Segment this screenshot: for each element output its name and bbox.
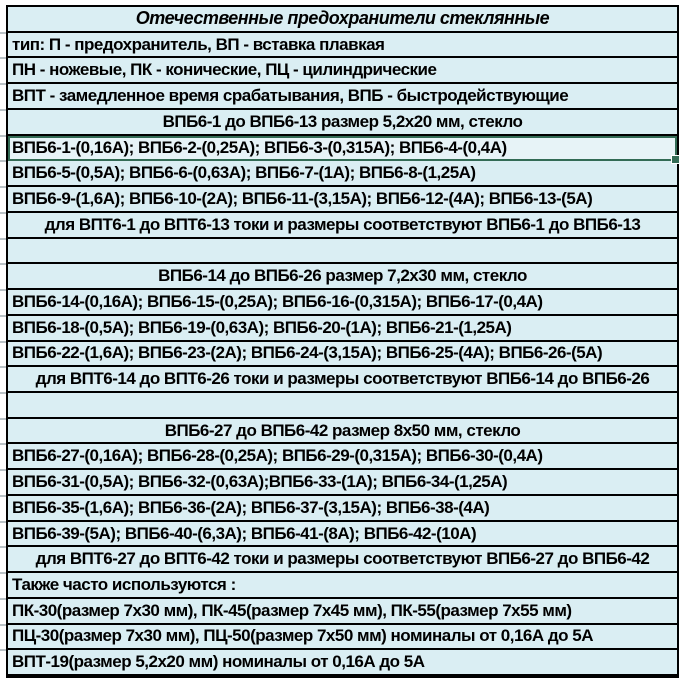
section-header-row[interactable] — [8, 264, 677, 290]
table-row[interactable] — [8, 650, 677, 676]
cell-text: ВПТ - замедленное время срабатывания, ВПБ - быстродействующие — [12, 86, 569, 106]
table-row[interactable] — [8, 316, 677, 342]
table-row[interactable] — [8, 187, 677, 213]
table-row[interactable] — [8, 84, 677, 110]
cell-text: ВПБ6-1 до ВПБ6-13 размер 5,2х20 мм, стекло — [162, 111, 523, 131]
empty-row[interactable] — [8, 239, 677, 265]
cell-text: тип: П - предохранитель, ВП - вставка плавкая — [12, 34, 385, 54]
empty-row[interactable] — [8, 393, 677, 419]
table-row[interactable] — [8, 342, 677, 368]
table-row[interactable] — [8, 496, 677, 522]
cell-text: ВПБ6-27-(0,16А); ВПБ6-28-(0,25А); ВПБ6-29-(0,315А); ВПБ6-30-(0,4А) — [12, 446, 543, 466]
cell-text: Отечественные предохранители стеклянные — [135, 8, 550, 29]
cell-text: ВПБ6-9-(1,6А); ВПБ6-10-(2А); ВПБ6-11-(3,15А); ВПБ6-12-(4А); ВПБ6-13-(5А) — [12, 189, 593, 208]
table-row[interactable] — [8, 213, 677, 239]
cell-text: для ВПТ6-27 до ВПТ6-42 токи и размеры соответствуют ВПБ6-27 до ВПБ6-42 — [35, 549, 650, 569]
cell-text: ВПБ6-1-(0,16А); ВПБ6-2-(0,25А); ВПБ6-3-(0,315А); ВПБ6-4-(0,4А) — [12, 137, 507, 157]
section-header-row[interactable] — [8, 110, 677, 136]
table-row[interactable] — [8, 161, 677, 187]
table-row[interactable] — [8, 547, 677, 573]
cell-text: ВПБ6-18-(0,5А); ВПБ6-19-(0,63А); ВПБ6-20-(1А); ВПБ6-21-(1,25А) — [12, 317, 512, 337]
cell-text: ВПБ6-39-(5А); ВПБ6-40-(6,3А); ВПБ6-41-(8А); ВПБ6-42-(10А) — [12, 523, 477, 543]
cell-text: ПЦ-30(размер 7х30 мм), ПЦ-50(размер 7х50 мм) номиналы от 0,16А до 5А — [12, 626, 593, 646]
cell-text: ВПБ6-27 до ВПБ6-42 размер 8х50 мм, стекло — [164, 420, 521, 440]
cell-text: ПН - ножевые, ПК - конические, ПЦ - цилиндрические — [12, 60, 437, 80]
table-row[interactable] — [8, 444, 677, 470]
cell-text: ВПБ6-14 до ВПБ6-26 размер 7,2х30 мм, стекло — [158, 266, 527, 286]
cell-text: ПК-30(размер 7х30 мм), ПК-45(размер 7х45 мм), ПК-55(размер 7х55 мм) — [12, 600, 572, 620]
cell-text: ВПБ6-31-(0,5А); ВПБ6-32-(0,63А);ВПБ6-33-(1А); ВПБ6-34-(1,25А) — [12, 472, 508, 492]
section-header-row[interactable] — [8, 419, 677, 445]
table-row[interactable] — [8, 522, 677, 548]
fuse-table — [6, 5, 679, 678]
table-row[interactable] — [8, 367, 677, 393]
cell-text: ВПБ6-14-(0,16А); ВПБ6-15-(0,25А); ВПБ6-16-(0,315А); ВПБ6-17-(0,4А) — [12, 291, 543, 311]
cell-text: для ВПТ6-14 до ВПТ6-26 токи и размеры соответствуют ВПБ6-14 до ВПБ6-26 — [35, 369, 650, 389]
table-row[interactable] — [8, 33, 677, 59]
table-row[interactable] — [8, 290, 677, 316]
cell-text: ВПТ-19(размер 5,2х20 мм) номиналы от 0,16А до 5А — [12, 652, 425, 672]
table-row[interactable] — [8, 573, 677, 599]
cell-text: ВПБ6-22-(1,6А); ВПБ6-23-(2А); ВПБ6-24-(3,15А); ВПБ6-25-(4А); ВПБ6-26-(5А) — [12, 343, 603, 363]
table-row[interactable] — [8, 625, 677, 651]
cell-text: Также часто используются : — [12, 575, 236, 595]
cell-text: ВПБ6-35-(1,6А); ВПБ6-36-(2А); ВПБ6-37-(3,15А); ВПБ6-38-(4А) — [12, 497, 490, 517]
table-row[interactable] — [8, 58, 677, 84]
cell-text: для ВПТ6-1 до ВПТ6-13 токи и размеры соответствуют ВПБ6-1 до ВПБ6-13 — [44, 214, 641, 234]
table-row[interactable] — [8, 136, 677, 162]
cell-text: ВПБ6-5-(0,5А); ВПБ6-6-(0,63А); ВПБ6-7-(1А); ВПБ6-8-(1,25А) — [12, 163, 476, 183]
table-row[interactable] — [8, 599, 677, 625]
fill-handle[interactable] — [671, 155, 680, 164]
title-row[interactable] — [8, 7, 677, 33]
table-row[interactable] — [8, 470, 677, 496]
